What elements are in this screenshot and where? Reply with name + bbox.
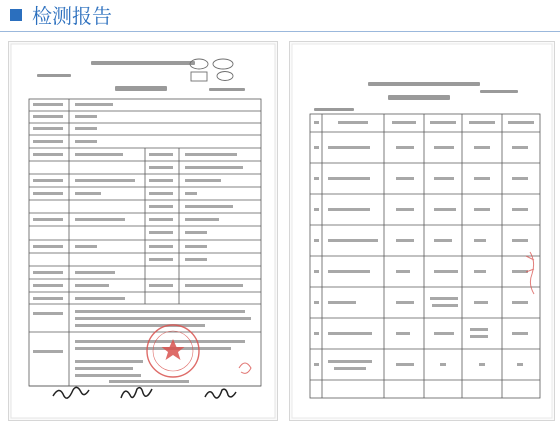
- header-divider: [0, 31, 560, 32]
- test-report-photo-left: [8, 41, 278, 421]
- test-report-photo-right: [289, 41, 555, 421]
- report-right-scan: [290, 42, 554, 420]
- page-title: 检测报告: [32, 4, 112, 28]
- report-left-scan: [9, 42, 277, 420]
- page-header: [0, 0, 560, 36]
- title-marker-icon: [10, 9, 22, 21]
